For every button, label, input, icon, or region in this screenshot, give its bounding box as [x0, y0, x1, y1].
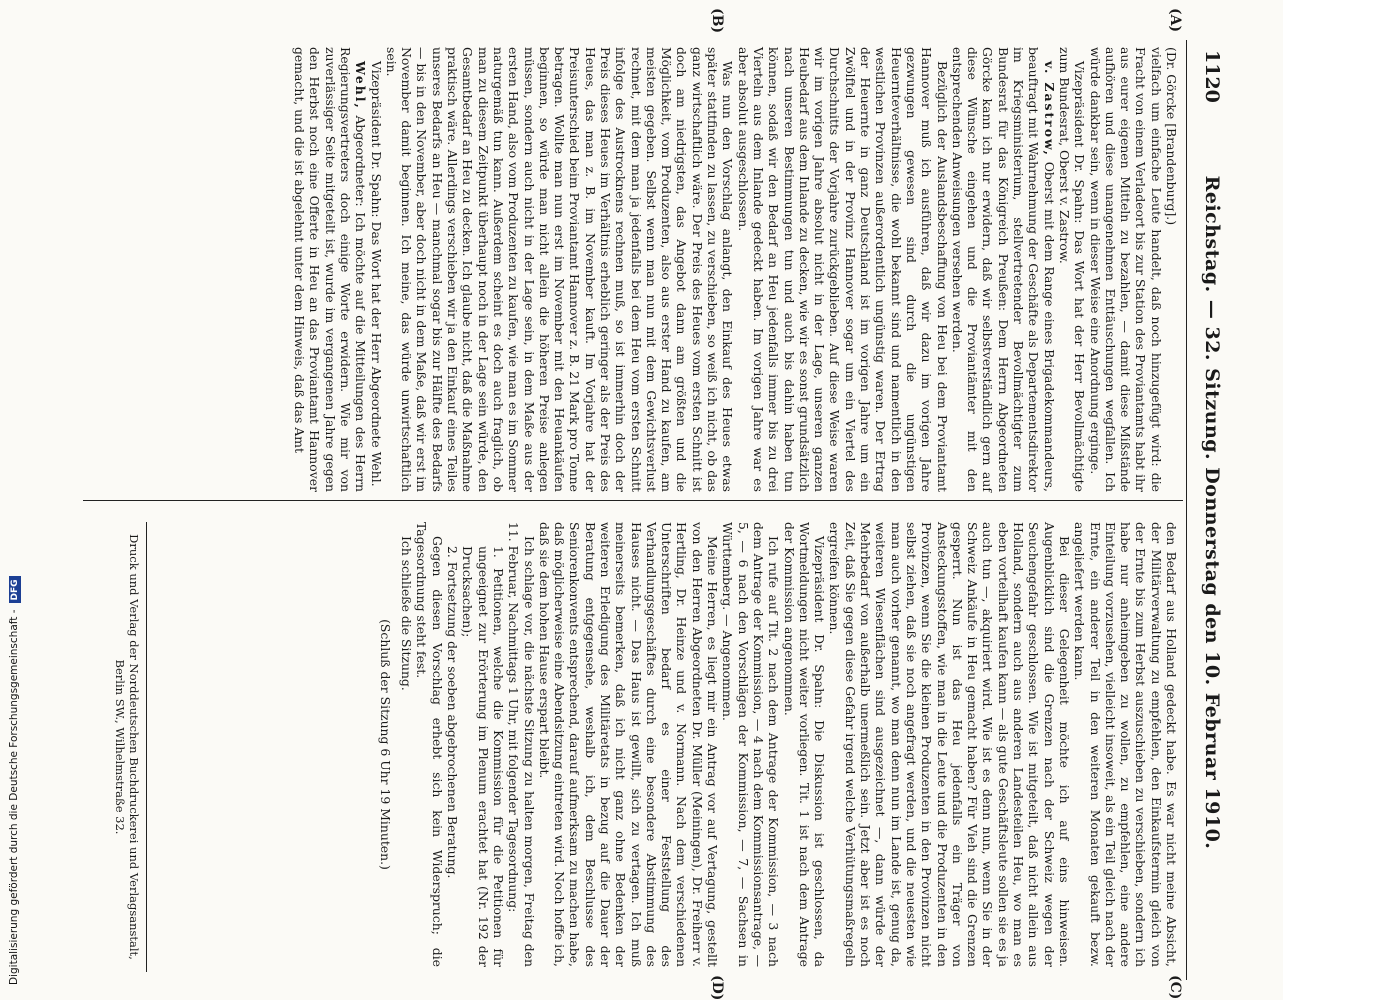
- paragraph: [292, 47, 368, 492]
- paragraph-text: Abgeordneter: Ich möchte auf die Mitteilungen des Herrn Regierungsvertreters doch einige Worte erwidern. Wie mir von zuverlässiger Seite mitgeteilt ist, wurde im vergangenen Jahre gegen den Herbst noch eine Offerte in Heu an das Proviantamt Hannover gemacht, und die ist abgelehnt unter dem Hinweis, daß das Amt: [292, 47, 369, 492]
- paragraph: Vizepräsident Dr. Spahn: Das Wort hat der Herr Bevollmächtigte zum Bundesrat, Oberst v. Zastrow.: [1056, 47, 1088, 492]
- left-column: [292, 47, 1179, 492]
- margin-letter-d: (D): [709, 975, 725, 1000]
- paragraph: Gegen diesen Vorschlag erhebt sich kein Widerspruch; die Tagesordnung steht fest.: [414, 522, 445, 967]
- column-divider: [83, 500, 1183, 501]
- paragraph: Vizepräsident Dr. Spahn: Das Wort hat der Herr Abgeordnete Wehl.: [368, 61, 384, 487]
- paragraph: Ich schließe die Sitzung.: [399, 536, 415, 691]
- paragraph: Meine Herren, es liegt mir ein Antrag vor auf Vertagung, gestellt von den Herren Abgeordneten Dr. Müller (Meiningen), Dr. Freiherr v. Hertling, Dr. Heinze und v. Normann. Nach dem verschiedenen Unterschriften bedarf es einer Feststellung des Verhandlungsgeschäftes durch eine besondere Abstimmung des Hauses nicht. — Das Haus ist gewillt, sich zu vertagen. Ich muß meinerseits bemerken, daß ich nicht ganz ohne Bedenken der weiteren Erledigung des Militäretats in bezug auf die Dauer der Beratung entgegensehe, weshalb ich, dem Beschlusse des Seniorenkonvents entsprechend, darauf aufmerksam zu machen habe, daß möglicherweise eine Abendsitzung eintreten wird. Noch hoffe ich, daß sie dem hohen Hause erspart bleibt.: [536, 522, 721, 967]
- paragraph: Ich schlage vor, die nächste Sitzung zu halten morgen, Freitag den 11. Februar, Nachmittags 1 Uhr, mit folgender Tagesordnung:: [506, 522, 537, 967]
- agenda-text: Petitionen, welche die Kommission für die Petitionen für ungeeignet zur Erörterung im Plenum erachtet hat (Nr. 192 der Drucksachen);: [460, 546, 506, 967]
- margin-letter-b: (B): [709, 8, 725, 34]
- paragraph: [950, 47, 1057, 492]
- paragraph: Was nun den Vorschlag anlangt, den Einkauf des Heues etwas später stattfinden zu lassen, zu verschieben, so weiß ich nicht, ob das ganz wirtschaftlich wäre. Der Preis des Heues vom ersten Schnitt ist doch am niedrigsten, das Angebot dann am größten und die Möglichkeit, vom Produzenten, also aus erster Hand zu kaufen, am meisten gegeben. Selbst wenn man nun mit dem Gewichtsverlust rechnet, mit dem man ja jedenfalls bei dem Heu vom ersten Schnitt infolge des Austrocknens rechnen muß, so ist immerhin doch der Preis dieses Heues im Verhältnis erheblich geringer als der Preis des Heues, das man z. B. im November kauft. Im Vorjahre hat der Preisunterschied beim Proviantamt Hannover z. B. 21 Mark pro Tonne betragen. Wollte man nun erst im November mit den Heuankäufen beginnen, so würde man nicht allein die höheren Preise anlegen müssen, sondern auch nicht in der Lage sein, in dem Maße aus der ersten Hand, also vom Produzenten zu kaufen, wie man es im Sommer naturgemäß tun kann. Außerdem scheint es doch auch fraglich, ob man zu diesem Zeitpunkt überhaupt noch in der Lage sein würde, den Gesamtbedarf an Heu zu decken. Ich glaube nicht, daß die Maßnahme praktisch wäre. Allerdings verschieben wir ja den Einkauf eines Teiles unseres Bedarfs an Heu — manchmal sogar bis zur Hälfte des Bedarfs — bis in den November, aber doch nicht in dem Maße, daß wir erst im November damit beginnen. Ich meine, das würde unwirtschaftlich sein.: [383, 47, 736, 492]
- agenda-number: 1.: [490, 546, 506, 558]
- imprint: Druck und Verlag der Norddeutschen Buchdruckerei und Verlagsanstalt, Berlin SW., Wilhelmstraße 32.: [113, 534, 141, 960]
- speaker-name: v. Zastrow,: [1041, 61, 1057, 157]
- paragraph-text: Oberst mit dem Range eines Brigadekommandeurs, beauftragt mit Wahrnehmung der Geschäfte als Departementsdirektor im Kriegsministerium, stellvertretender Bevollmächtigter zum Bundesrat für das Königreich Preußen: Dem Herrn Abgeordneten Görcke kann ich nur erwidern, daß wir selbstverständlich gern auf diese Wünsche eingehen und die Proviantämter mit den entsprechenden Anweisungen versehen werden.: [949, 47, 1057, 492]
- page-header: [1193, 50, 1223, 975]
- paragraph: Bei dieser Gelegenheit möchte ich auf eins hinweisen. Augenblicklich sind die Grenzen nach der Schweiz wegen der Seuchengefahr geschlossen. Wie ist mitgeteilt, daß nicht allein aus Holland, sondern auch aus anderen Landesteilen Heu, wo man es eben vorteilhaft kaufen kann — als gute Geschäftsleute sollen sie es ja auch tun —, akquiriert wird. Wie ist es denn nun, wenn Sie in der Schweiz Ankäufe in Heu gemacht haben? Für Vieh sind die Grenzen gesperrt. Nun ist das Heu jedenfalls ein Träger von Ansteckungsstoffen, wie man in die Leute und die Produzenten in den Provinzen, wenn Sie die kleinen Produzenten in den Provinzen nicht selbst ziehen, daß sie noch angefragt werden, und die neuesten wie man auch vorher genannt, wo man denn nun im Lande ist, genug da, weiteren Wiesenflächen sind ausgezeichnet —, dann würde der Mehrbedarf von außerhalb unermeßlich sein. Jetzt aber ist es noch Zeit, daß Sie gegen diese Gefahr irgend welche Verhütungsmaßregeln ergreifen können.: [827, 522, 1072, 967]
- speaker-name: Wehl,: [353, 61, 369, 110]
- dfg-logo: DFG: [9, 576, 21, 603]
- paragraph: Bezüglich der Auslandsbeschaffung von Heu bei dem Proviantamt Hannover muß ich ausführen, daß wir dazu im vorigen Jahre gezwungen gewesen sind durch die ungünstigen Heuernteverhältnisse, die wohl bekannt sind und namentlich in den westlichen Provinzen außerordentlich ungünstig waren. Der Ertrag der Heuernte in ganz Deutschland ist im vorigen Jahre um ein Zwölftel und in der Provinz Hannover sogar um ein Viertel des Durchschnitts der Vorjahre zurückgeblieben. Auf diese Weise waren wir im vorigen Jahre absolut nicht in der Lage, unseren ganzen Heubedarf aus dem Inlande zu decken, wie wir es sonst grundsätzlich nach unseren Bestimmungen tun und auch bis dahin haben tun können, sodaß wir den Bedarf an Heu jedenfalls immer bis zu drei Vierteln aus dem Inlande gedeckt haben. Im vorigen Jahre war es aber absolut ausgeschlossen.: [735, 47, 950, 492]
- agenda-number: 2.: [445, 546, 461, 558]
- imprint-rule: [146, 522, 147, 972]
- paragraph: vielfach um einfache Leute handelt, daß noch hinzugefügt wird: die Fracht von einem Verladeort bis zur Station des Proviantamts habt ihr aus eurer eigenen Mitteln zu bezahlen, — damit diese Mißstände aufhören und diese unangenehmen Enttäuschungen wegfallen. Ich würde dankbar sein, wenn in dieser Weise eine Anordnung erginge.: [1087, 47, 1164, 492]
- right-column: [372, 522, 1179, 967]
- page-number: 1120: [1201, 50, 1223, 103]
- header-rule: [1186, 40, 1187, 980]
- margin-letter-a: (A): [1167, 8, 1183, 33]
- speaker-note: (Dr. Görcke [Brandenburg].): [1164, 47, 1179, 226]
- paragraph: Vizepräsident Dr. Spahn: Die Diskussion ist geschlossen, da Wortmeldungen nicht weiter vorliegen. Tit. 1 ist nach dem Antrage der Kommission angenommen.: [781, 522, 828, 967]
- agenda-item: [445, 522, 460, 967]
- agenda-item: [460, 522, 506, 967]
- funding-text: Digitalisierung gefördert durch die Deutsche Forschungsgemeinschaft -: [8, 609, 20, 985]
- paragraph: den Bedarf aus Holland gedeckt habe. Es war nicht meine Absicht, der Militärverwaltung zu empfehlen, den Einkaufstermin gleich von der Ernte bis zum Herbst auszuschieben zu verschieben, sondern ich habe nur anheimgeben zu wollen, zu empfehlen, eine andere Einteilung vorzusehen, vielleicht insoweit, als ein Teil gleich nach der Ernte, ein anderer Teil in den weiteren Monaten gekauft bezw. angeliefert werden kann.: [1072, 522, 1179, 967]
- paragraph: Ich rufe auf Tit. 2 nach dem Antrage der Kommission, — 3 nach dem Antrage der Kommission, — 4 nach dem Kommissionsantrage, — 5, — 6 nach den Vorschlägen der Kommission, — 7, — Sachsen in Württemberg. — Angenommen.: [720, 522, 782, 967]
- funding-note: [8, 576, 21, 985]
- margin-letter-c: (C): [1167, 975, 1183, 1000]
- agenda-text: Fortsetzung der soeben abgebrochenen Beratung.: [445, 561, 461, 879]
- closing-note: (Schluß der Sitzung 6 Uhr 19 Minuten.): [377, 619, 393, 870]
- running-title: Reichstag. — 32. Sitzung. Donnerstag den 10. Februar 1910.: [1201, 175, 1223, 850]
